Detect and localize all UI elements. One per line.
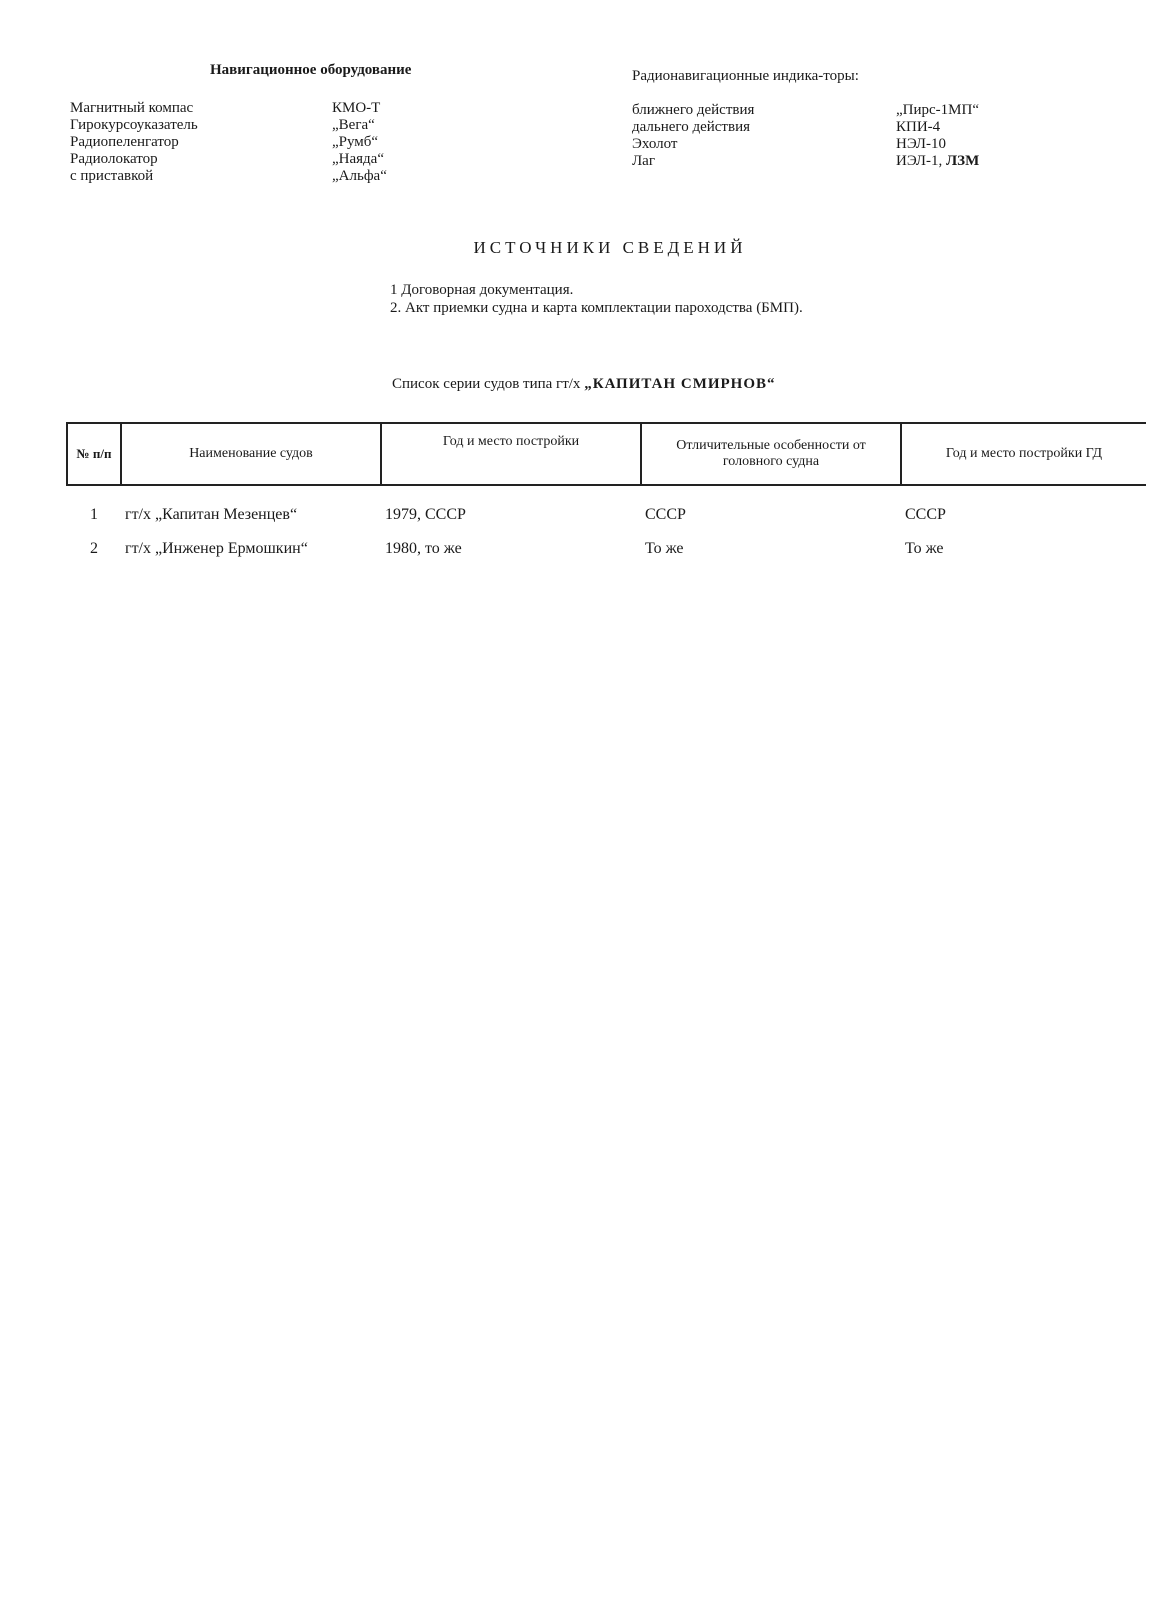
radionav-label: Эхолот — [632, 136, 678, 152]
navigation-section-title: Навигационное оборудование — [210, 62, 412, 78]
nav-label: с приставкой — [70, 168, 154, 184]
nav-value: „Вега“ — [332, 117, 375, 133]
cell-build-year: 1979, СССР — [385, 506, 466, 523]
header-engine-build-year: Год и место постройки ГД — [901, 423, 1146, 485]
nav-value: „Альфа“ — [332, 168, 387, 184]
cell-engine-build-year: СССР — [905, 506, 946, 523]
nav-label: Магнитный компас — [70, 100, 194, 116]
lag-value-bold: ЛЗМ — [945, 153, 980, 169]
nav-label: Радиопеленгатор — [70, 134, 179, 150]
table-header-row — [67, 423, 1146, 485]
cell-differences: То же — [645, 540, 684, 557]
radionav-label: дальнего действия — [632, 119, 751, 135]
table-row — [67, 485, 1146, 532]
ship-list-title — [392, 376, 776, 393]
cell-number: 1 — [90, 506, 98, 523]
cell-build-year: 1980, то же — [385, 540, 462, 557]
navigation-values — [332, 100, 387, 185]
nav-value: „Румб“ — [332, 134, 379, 150]
radionav-value: КПИ-4 — [896, 119, 941, 135]
navigation-labels — [70, 100, 198, 185]
radionav-heading: Радионавигационные индика-торы: — [632, 68, 859, 84]
lag-value: ИЭЛ-1, — [896, 153, 943, 169]
cell-engine-build-year: То же — [905, 540, 944, 557]
cell-ship-name: гт/х „Инженер Ермошкин“ — [125, 540, 308, 557]
radionav-values — [896, 102, 979, 170]
ship-list-title-bold: „КАПИТАН СМИРНОВ“ — [584, 376, 776, 392]
header-number: № п/п — [67, 423, 121, 485]
source-item: 2. Акт приемки судна и карта комплектации пароходства (БМП). — [390, 300, 803, 316]
nav-label: Радиолокатор — [70, 151, 158, 167]
radionav-value-lag — [896, 153, 979, 170]
radionav-labels — [632, 102, 754, 170]
header-ship-name: Наименование судов — [121, 423, 381, 485]
nav-value: КМО-Т — [332, 100, 381, 116]
source-item: 1 Договорная документация. — [390, 282, 574, 298]
radionav-label: ближнего действия — [632, 102, 755, 118]
table-row — [67, 532, 1146, 566]
ship-list-title-prefix: Список серии судов типа гт/х — [392, 376, 581, 392]
radionav-value: „Пирс-1МП“ — [896, 102, 979, 118]
header-build-year: Год и место постройки — [381, 423, 641, 485]
nav-value: „Наяда“ — [332, 151, 384, 167]
radionav-label: Лаг — [632, 153, 655, 169]
ship-list-table — [66, 422, 1146, 566]
cell-ship-name: гт/х „Капитан Мезенцев“ — [125, 506, 298, 523]
cell-number: 2 — [90, 540, 98, 557]
cell-differences: СССР — [645, 506, 686, 523]
nav-label: Гирокурсоуказатель — [70, 117, 198, 133]
sources-title: ИСТОЧНИКИ СВЕДЕНИЙ — [473, 238, 747, 257]
header-differences: Отличительные особенности от головного судна — [641, 423, 901, 485]
radionav-value: НЭЛ-10 — [896, 136, 946, 152]
